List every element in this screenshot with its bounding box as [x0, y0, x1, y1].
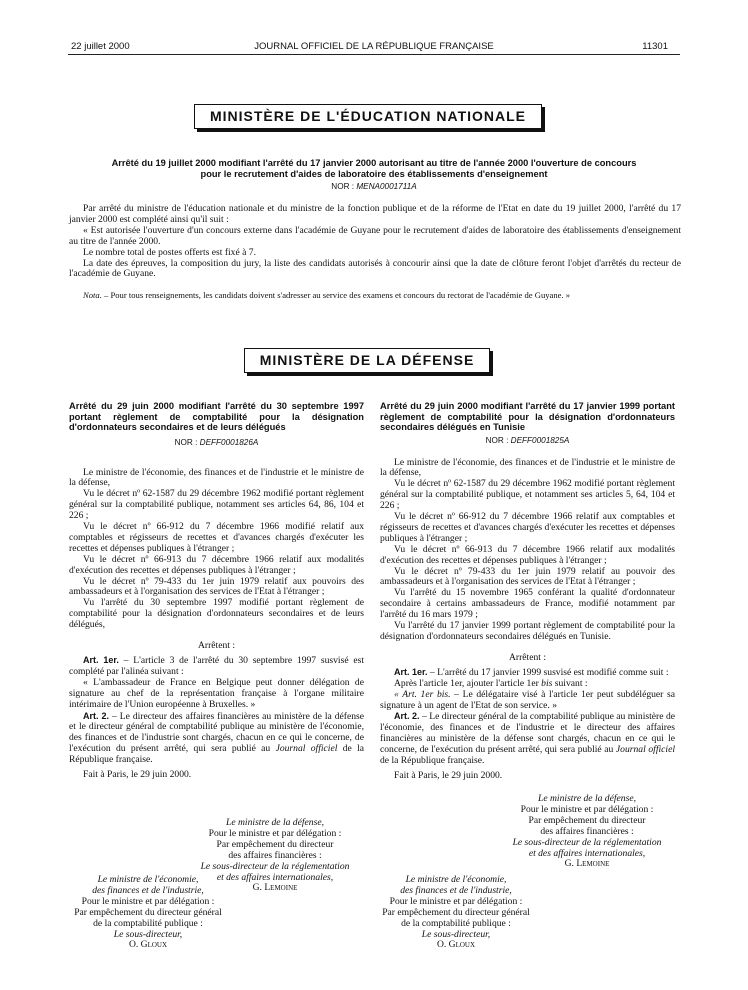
article-2: Art. 2. – Le directeur général de la comptabilité publique au ministère de l'économie, des finances et de l'industrie et le directeur des affaires financières au ministère de la défense sont chargés, chacun en ce qui le concerne, de l'exécution du présent arrêté, qui sera publié au Journal officiel de la République française. [380, 711, 675, 767]
signature-block-economy-left: Le ministre de l'économie, des finances et de l'industrie, Pour le ministre et par délégation : Par empêchement du directeur général de la comptabilité publique : Le sous-directeur, O. Gloux [58, 875, 238, 951]
visa-paragraph: Vu le décret nº 66-913 du 7 décembre 1966 relatif aux modalités d'exécution des recettes et dépenses publiques à l'étranger ; [380, 543, 675, 566]
visa-paragraph: Le ministre de l'économie, des finances et de l'industrie et le ministre de la défense, [380, 456, 675, 479]
nor-reference-right: NOR : DEFF0001825A [485, 435, 570, 445]
visa-paragraph: Vu le décret nº 79-433 du 1er juin 1979 relatif au pouvoir des ambassadeurs et à l'organisation des services de l'Etat à l'étranger ; [380, 565, 675, 588]
decree-title-education: Arrêté du 19 juillet 2000 modifiant l'arrêté du 17 janvier 2000 autorisant au titre de l'année 2000 l'ouverture de concours pour le recrutement d'aides de laboratoire des établissements d'enseignement [111, 158, 637, 179]
header-rule [68, 54, 680, 55]
visa-paragraph: Vu le décret nº 66-912 du 7 décembre 1966 modifié relatif aux comptables et régisseurs de recettes et d'avances chargés d'exécuter les recettes et dépenses publiques à l'étranger ; [69, 521, 364, 554]
signature-block-economy-right: Le ministre de l'économie, des finances et de l'industrie, Pour le ministre et par délégation : Par empêchement du directeur général de la comptabilité publique : Le sous-directeur, O. Gloux [366, 875, 546, 951]
decree-title-right: Arrêté du 29 juin 2000 modifiant l'arrêté du 17 janvier 1999 portant règlement de comptabilité pour la désignation d'ordonnateurs secondaires délégués en Tunisie [380, 401, 675, 432]
paragraph: « Est autorisée l'ouverture d'un concours externe dans l'académie de Guyane pour le recrutement d'aides de laboratoire des établissements d'enseignement au titre de l'année 2000. [69, 224, 681, 247]
visa-paragraph: Vu le décret nº 79-433 du 1er juin 1979 relatif aux pouvoirs des ambassadeurs et à l'organisation des services de l'Etat à l'étranger ; [69, 575, 364, 598]
signatory-name: G. Lemoine [252, 882, 298, 894]
header-page-number: 11301 [642, 41, 668, 52]
decree-title-left: Arrêté du 29 juin 2000 modifiant l'arrêté du 30 septembre 1997 portant règlement de comptabilité pour la désignation d'ordonnateurs secondaires et de leurs délégués [69, 401, 364, 432]
paragraph: Par arrêté du ministre de l'éducation nationale et du ministre de la fonction publique et de la réforme de l'Etat en date du 19 juillet 2000, l'arrêté du 17 janvier 2000 est complété ainsi qu'il suit : [69, 203, 681, 225]
left-column-decree [69, 401, 364, 781]
visa-paragraph: Vu le décret nº 66-913 du 7 décembre 1966 relatif aux modalités d'exécution des recettes et dépenses publiques à l'étranger ; [69, 553, 364, 576]
header-date: 22 juillet 2000 [71, 41, 130, 52]
nota-paragraph: Nota. – Pour tous renseignements, les candidats doivent s'adresser au service des examens et concours du rectorat de l'académie de Guyane. » [83, 290, 571, 301]
signatory-name: O. Gloux [128, 939, 168, 951]
ministry-heading-education: MINISTÈRE DE L'ÉDUCATION NATIONALE [194, 104, 542, 129]
visa-paragraph: Vu l'arrêté du 15 novembre 1965 conférant la qualité d'ordonnateur secondaire à certains ambassadeurs de France, modifié notamment par l'arrêté du 16 mars 1979 ; [380, 587, 675, 621]
signatory-name: G. Lemoine [564, 858, 610, 870]
ministry-heading-defense: MINISTÈRE DE LA DÉFENSE [244, 348, 490, 373]
signature-block-defense-right: Le ministre de la défense, Pour le ministre et par délégation : Par empêchement du directeur des affaires financières : Le sous-directeur de la réglementation et des affaires internationales, G. Lemoine [452, 794, 722, 870]
article-2: Art. 2. – Le directeur des affaires financières au ministère de la défense et le directeur général de comptabilité publique au ministère de l'économie, des finances et de l'industrie sont chargés, chacun en ce qui le concerne, de l'exécution du présent arrêté, qui sera publié au Journal officiel de la République française. [69, 710, 365, 766]
paragraph: Le nombre total de postes offerts est fixé à 7. [83, 246, 256, 258]
arretent-heading: Arrêtent : [197, 640, 236, 652]
nor-reference-education: NOR : MENA0001711A [331, 182, 417, 191]
signature-block-defense-left: Le ministre de la défense, Pour le ministre et par délégation : Par empêchement du directeur des affaires financières : Le sous-directeur de la réglementation et des affaires internationales, G. Lemoine [140, 818, 410, 894]
header-journal-title: JOURNAL OFFICIEL DE LA RÉPUBLIQUE FRANÇAISE [254, 41, 494, 52]
article-1: Art. 1er. – L'arrêté du 17 janvier 1999 susvisé est modifié comme suit : [394, 666, 669, 678]
decree-body-education [69, 204, 681, 301]
visa-paragraph: Vu le décret nº 62-1587 du 29 décembre 1962 modifié portant règlement général sur la comptabilité publique, et notamment ses articles 5, 64, 104 et 226 ; [380, 478, 675, 512]
article-1-insert: Après l'article 1er, ajouter l'article 1er bis suivant : [394, 677, 588, 689]
visa-paragraph: Vu l'arrêté du 30 septembre 1997 modifié portant règlement de comptabilité pour la désignation d'ordonnateurs secondaires et de leurs délégués, [69, 597, 364, 631]
visa-paragraph: Vu le décret nº 66-912 du 7 décembre 1966 relatif aux comptables et régisseurs de recettes et d'avances chargés d'exécuter les recettes et dépenses publiques à l'étranger ; [380, 511, 675, 544]
visa-paragraph: Vu le décret nº 62-1587 du 29 décembre 1962 modifié portant règlement général sur la comptabilité publique, notamment ses articles 64, 86, 104 et 226 ; [69, 488, 364, 522]
signatory-name: O. Gloux [436, 939, 476, 951]
article-1-quote: « L'ambassadeur de France en Belgique peut donner délégation de signature au chef de la représentation française à l'organe militaire intérimaire de l'Union européenne à Bruxelles. » [69, 676, 364, 710]
done-at-line: Fait à Paris, le 29 juin 2000. [394, 769, 503, 781]
visa-paragraph: Le ministre de l'économie, des finances et de l'industrie et le ministre de la défense, [69, 466, 364, 489]
nor-reference-left: NOR : DEFF0001826A [174, 437, 259, 447]
visa-paragraph: Vu l'arrêté du 17 janvier 1999 portant règlement de comptabilité pour la désignation d'ordonnateurs secondaires délégués en Tunisie. [380, 620, 675, 642]
arretent-heading: Arrêtent : [508, 651, 547, 663]
done-at-line: Fait à Paris, le 29 juin 2000. [83, 769, 192, 781]
paragraph: La date des épreuves, la composition du jury, la liste des candidats autorisés à concourir ainsi que la date de clôture feront l'objet d'arrêtés du recteur de l'académie de Guyane. [69, 257, 681, 280]
article-1: Art. 1er. – L'article 3 de l'arrêté du 30 septembre 1997 susvisé est complété par l'alinéa suivant : [69, 655, 365, 677]
right-column-decree [380, 401, 675, 782]
article-1-bis-quote: « Art. 1er bis. – Le délégataire visé à l'article 1er peut subdéléguer sa signature à un agent de l'Etat de son service. » [380, 688, 675, 711]
nor-code: MENA0001711A [356, 182, 417, 191]
